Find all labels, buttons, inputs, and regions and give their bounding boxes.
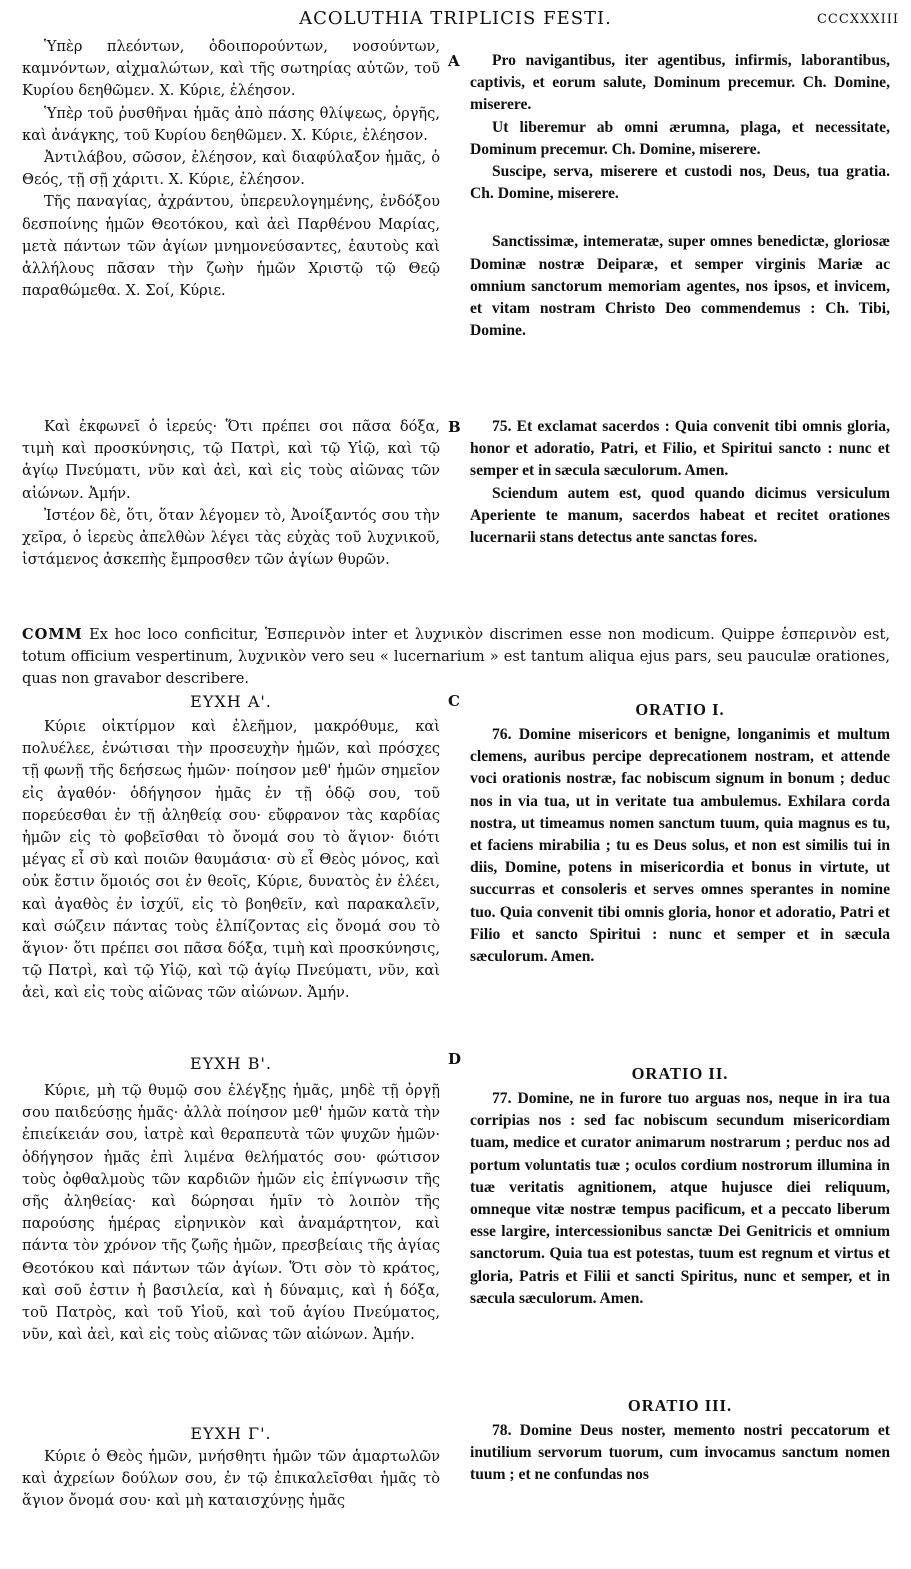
margin-marker-c: C: [448, 692, 460, 710]
greek-column-prayer-3: [22, 1446, 440, 1513]
latin-paragraph: Suscipe, serva, miserere et custodi nos, Deus, tua gratia. Ch. Domine, miserere.: [470, 163, 890, 203]
latin-heading-prayer-2: ORATIO II.: [631, 1064, 729, 1083]
latin-column-block-1: [470, 50, 890, 342]
greek-column-prayer-2: [22, 1080, 440, 1346]
latin-column-prayer-1: [470, 724, 890, 968]
latin-paragraph: Sanctissimæ, intemeratæ, super omnes benedictæ, gloriosæ Dominæ nostræ Deiparæ, et semper virginis Mariæ ac omnium sanctorum memoriam agentes, nos ipsos, et invicem, et vitam nostram Christo Deo commendemus : Ch. Tibi, Domine.: [470, 233, 890, 340]
margin-marker-d: D: [448, 1050, 462, 1068]
greek-paragraph: Ἀντιλάβου, σῶσον, ἐλέησον, καὶ διαφύλαξον ἡμᾶς, ὁ Θεός, τῇ σῇ χάριτι. Χ. Κύριε, ἐλέησον.: [22, 149, 440, 189]
page-header: [0, 6, 911, 32]
latin-paragraph: 77. Domine, ne in furore tuo arguas nos, neque in ira tua corripias nos : sed fac nobiscum secundum misericordiam tuam, medice et curator animarum nostrarum ; perduc nos ad portum voluntatis tuæ ; oculos cordium nostrorum illumina in tuæ veritatis agnitionem, atque hujusce diei reliquum, omneque vitæ nostræ tempus pacificum, et a peccato liberum esse largire, intercessionibus sanctæ Dei Genitricis et omnium sanctorum. Quia tua est potestas, tuum est regnum et virtus et gloria, Patris et Filii et sancti Spiritus, nunc et semper, et in sæcula sæculorum. Amen.: [470, 1090, 890, 1307]
greek-heading-prayer-3: ΕΥΧΗ Γ'.: [190, 1424, 272, 1443]
latin-column-block-2: [470, 416, 890, 549]
margin-marker-b: B: [448, 418, 461, 436]
greek-paragraph: Τῆς παναγίας, ἀχράντου, ὑπερευλογημένης, ἐνδόξου δεσποίνης ἡμῶν Θεοτόκου, καὶ ἀεὶ Παρθένου Μαρίας, μετὰ πάντων τῶν ἁγίων μνημονεύσαντες, ἑαυτοὺς καὶ ἀλλήλους πᾶσαν τὴν ζωὴν ἡμῶν Χριστῷ τῷ Θεῷ παραθώμεθα. Χ. Σοί, Κύριε.: [22, 193, 440, 300]
latin-column-prayer-2: [470, 1088, 890, 1310]
latin-paragraph: Sciendum autem est, quod quando dicimus versiculum Aperiente te manum, sacerdos habeat et recitet orationes lucernarii stans detectus ante sanctas fores.: [470, 484, 890, 547]
greek-paragraph: Κύριε οἰκτίρμον καὶ ἐλεῆμον, μακρόθυμε, καὶ πολυέλεε, ἐνώτισαι τὴν προσευχὴν ἡμῶν, καὶ πρόσχες τῇ φωνῇ τῆς δεήσεως ἡμῶν· ποίησον μεθ' ἡμῶν σημεῖον εἰς ἀγαθόν· ὁδήγησον ἡμᾶς ἐν τῇ ὁδῷ σου, τοῦ πορεύεσθαι ἐν τῇ ἀληθείᾳ σου· εὔφρανον τὰς καρδίας ἡμῶν εἰς τὸ φοβεῖσθαι τὸ ὄνομά σου τὸ ἅγιον· διότι μέγας εἶ σὺ καὶ ποιῶν θαυμάσια· σὺ εἶ Θεὸς μόνος, καὶ οὐκ ἔστιν ὅμοιός σοι ἐν θεοῖς, Κύριε, δυνατὸς ἐν ἐλέει, καὶ ἀγαθὸς ἐν ἰσχύϊ, εἰς τὸ βοηθεῖν, καὶ παρακαλεῖν, καὶ σώζειν πάντας τοὺς ἐλπίζοντας εἰς ὄνομά σου τὸ ἅγιον· ὅτι πρέπει σοι πᾶσα δόξα, τιμὴ καὶ προσκύνησις, τῷ Πατρὶ, καὶ τῷ Υἱῷ, καὶ τῷ ἁγίῳ Πνεύματι, νῦν, καὶ ἀεὶ, καὶ εἰς τοὺς αἰῶνας τῶν αἰώνων. Ἀμήν.: [22, 718, 440, 1002]
greek-heading-prayer-1: ΕΥΧΗ Α'.: [190, 692, 272, 711]
page-number: CCCXXXIII: [816, 12, 899, 27]
latin-heading-prayer-3: ORATIO III.: [627, 1396, 733, 1415]
greek-column-block-2: [22, 416, 440, 571]
margin-marker-a: A: [448, 52, 460, 70]
latin-paragraph: 75. Et exclamat sacerdos : Quia convenit tibi omnis gloria, honor et adoratio, Patri, et Filio, et Spiritui sancto : nunc et semper et in sæcula sæculorum. Amen.: [470, 418, 890, 480]
latin-heading-prayer-1: ORATIO I.: [635, 700, 725, 719]
latin-paragraph: Pro navigantibus, iter agentibus, infirmis, laborantibus, captivis, et eorum salute, Dominum precemur. Ch. Domine, miserere.: [470, 52, 890, 114]
greek-heading-prayer-2: ΕΥΧΗ Β'.: [190, 1054, 272, 1073]
greek-paragraph: Κύριε, μὴ τῷ θυμῷ σου ἐλέγξῃς ἡμᾶς, μηδὲ τῇ ὀργῇ σου παιδεύσῃς ἡμᾶς· ἀλλὰ ποίησον μεθ' ἡμῶν κατὰ τὴν ἐπιείκειάν σου, ἰατρὲ καὶ θεραπευτὰ τῶν ψυχῶν ἡμῶν· ὁδήγησον ἡμᾶς ἐπὶ λιμένα θελήματός σου· φώτισον τοὺς ὀφθαλμοὺς τῶν καρδιῶν ἡμῶν εἰς ἐπίγνωσιν τῆς σῆς ἀληθείας· καὶ δώρησαι ἡμῖν τὸ λοιπὸν τῆς παρούσης ἡμέρας εἰρηνικὸν καὶ ἀναμάρτητον, καὶ πάντα τὸν χρόνον τῆς ζωῆς ἡμῶν, πρεσβείαις τῆς ἁγίας Θεοτόκου καὶ πάντων τῶν ἁγίων. Ὅτι σὸν τὸ κράτος, καὶ σοῦ ἐστιν ἡ βασιλεία, καὶ ἡ δύναμις, καὶ ἡ δόξα, τοῦ Πατρὸς, καὶ τοῦ Υἱοῦ, καὶ τοῦ ἁγίου Πνεύματος, νῦν, καὶ ἀεὶ, καὶ εἰς τοὺς αἰῶνας τῶν αἰώνων. Ἀμήν.: [22, 1082, 440, 1344]
latin-column-prayer-3: [470, 1420, 890, 1487]
greek-paragraph: Ἰστέον δὲ, ὅτι, ὅταν λέγομεν τὸ, Ἀνοίξαντός σου τὴν χεῖρα, ὁ ἱερεὺς ἀπελθὼν λέγει τὰς εὐχὰς τοῦ λυχνικοῦ, ἱστάμενος ἀσκεπὴς ἔμπροσθεν τῶν ἁγίων θυρῶν.: [22, 506, 440, 569]
running-title: ACOLUTHIA TRIPLICIS FESTI.: [299, 8, 612, 29]
greek-paragraph: Κύριε ὁ Θεὸς ἡμῶν, μνήσθητι ἡμῶν τῶν ἁμαρτωλῶν καὶ ἀχρείων δούλων σου, ἐν τῷ ἐπικαλεῖσθαι ἡμᾶς τὸ ἅγιον ὄνομά σου· καὶ μὴ καταισχύνῃς ἡμᾶς: [22, 1448, 440, 1510]
greek-column-block-1: [22, 36, 440, 302]
greek-paragraph: Ὑπὲρ τοῦ ῥυσθῆναι ἡμᾶς ἀπὸ πάσης θλίψεως, ὀργῆς, καὶ ἀνάγκης, τοῦ Κυρίου δεηθῶμεν. Χ. Κύριε, ἐλέησον.: [22, 104, 440, 144]
latin-paragraph: 78. Domine Deus noster, memento nostri peccatorum et inutilium servorum tuorum, cum invocamus sanctum nomen tuum ; et ne confundas nos: [470, 1422, 890, 1484]
greek-paragraph: Καὶ ἐκφωνεῖ ὁ ἱερεύς· Ὅτι πρέπει σοι πᾶσα δόξα, τιμὴ καὶ προσκύνησις, τῷ Πατρὶ, καὶ τῷ Υἱῷ, καὶ τῷ ἁγίῳ Πνεύματι, νῦν καὶ ἀεὶ, καὶ εἰς τοὺς αἰῶνας τῶν αἰώνων. Ἀμήν.: [22, 418, 440, 502]
latin-paragraph: Ut liberemur ab omni ærumna, plaga, et necessitate, Dominum precemur. Ch. Domine, miserere.: [470, 118, 890, 158]
greek-column-prayer-1: [22, 716, 440, 1005]
greek-paragraph: Ὑπὲρ πλεόντων, ὁδοιπορούντων, νοσούντων, καμνόντων, αἰχμαλώτων, καὶ τῆς σωτηρίας αὐτῶν, τοῦ Κυρίου δεηθῶμεν. Χ. Κύριε, ἐλέησον.: [22, 38, 440, 100]
commentary-label: COMM: [22, 626, 83, 643]
latin-paragraph: 76. Domine misericors et benigne, longanimis et multum clemens, auribus percipe deprecationem nostram, et attende voci orationis nostræ, fac nobiscum signum in bonum ; deduc nos in via tua, ut in veritate tua ambulemus. Exhilara corda nostra, ut timeamus nomen sanctum tuum, quia magnus es tu, et faciens mirabilia ; tu es Deus solus, et non est similis tui in diis, Domine, potens in misericordia et bonus in virtute, ut succurras et consoleris et serves omnes sperantes in nomine tuo. Quia convenit tibi omnis gloria, honor et adoratio, Patri et Filio et sancto Spiritui : nunc et semper et in sæcula sæculorum. Amen.: [470, 726, 890, 966]
commentary-note: [22, 624, 890, 690]
commentary-text: Ex hoc loco conficitur, Ἑσπερινὸν inter et λυχνικὸν discrimen esse non modicum. Quippe ἑσπερινὸν est, totum officium vespertinum, λυχνικὸν vero seu « lucernarium » est tantum aliqua ejus pars, seu pauculæ orationes, quas non gravabor describere.: [22, 626, 890, 687]
